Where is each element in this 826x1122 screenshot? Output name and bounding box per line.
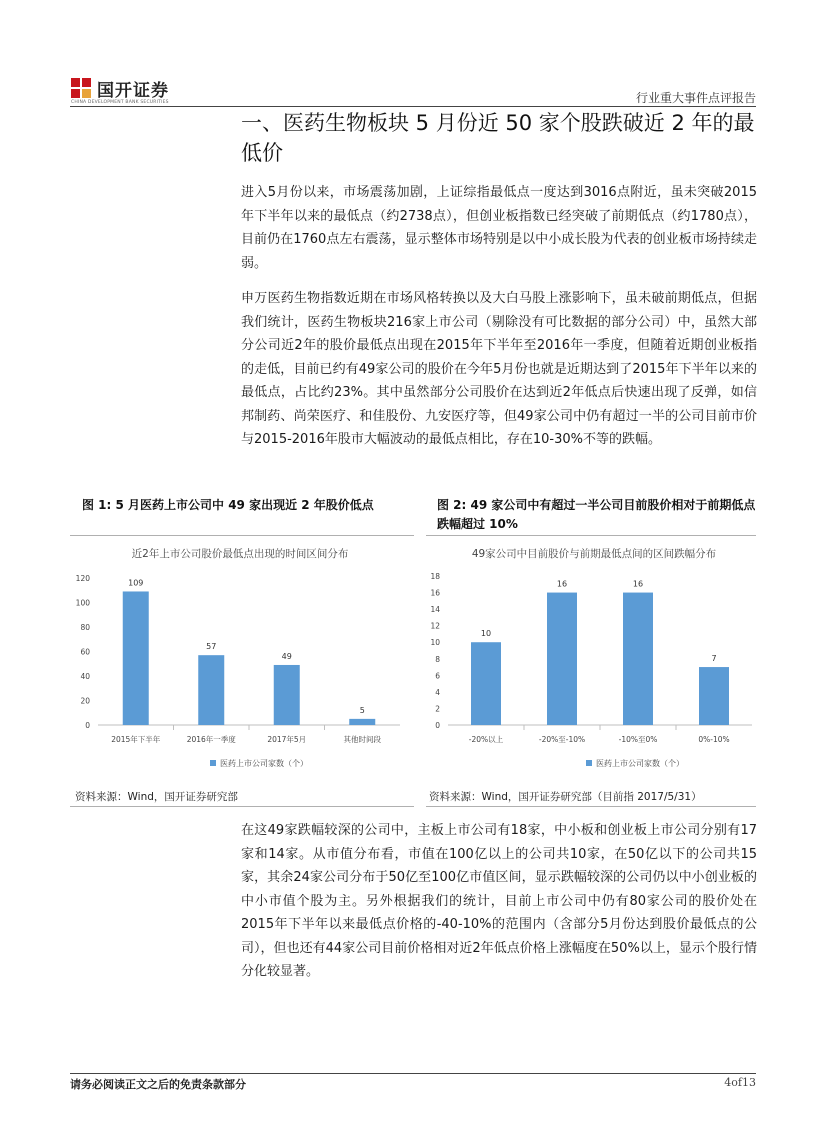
figure-1-bottom-divider [70,806,414,807]
figure-2-chart-svg [426,540,756,786]
chart2-y-tick-label: 10 [430,638,440,648]
chart2-data-label: 7 [711,654,717,664]
chart1-y-tick-label: 80 [80,623,90,632]
chart2-x-tick-label: -20%以上 [468,735,504,744]
paragraph-distribution-analysis: 在这49家跌幅较深的公司中，主板上市公司有18家，中小板和创业板上市公司分别有17家和14家。从市值分布看，市值在100亿以上的公司共10家，在50亿以下的公司共15家，其余24家公司分布于50亿至100亿市值区间，显示跌幅较深的公司仍以中小创业板的中小市值个股为主。另外根据我们的统计，目前上市公司中仍有80家公司的股价处在2015年下半年以来最低点价格的-40-10%的范围内（含部分5月份达到股价最低点的公司），但也还有44家公司目前价格相对近2年低点价格上涨幅度在50%以上，显示个股行情分化较显著。 [241,823,757,979]
chart1-y-tick-label: 0 [85,721,90,730]
chart2-y-tick-label: 6 [435,671,440,681]
chart2-data-label: 16 [632,579,644,589]
chart1-y-tick-label: 20 [80,696,90,706]
chart1-bar [123,591,149,725]
chart2-bar [623,593,653,725]
chart1-y-tick-label: 40 [80,672,90,681]
chart1-bar [274,665,300,725]
chart2-x-tick-label: 0%-10% [698,735,730,744]
footer-divider [70,1073,756,1074]
chart2-y-tick-label: 12 [430,621,440,631]
figure-2-source: 资料来源：Wind，国开证券研究部（目前指 2017/5/31） [429,791,702,803]
figure-1-chart [70,540,414,786]
chart1-data-label: 5 [359,705,365,715]
chart1-y-tick-label: 120 [75,574,90,583]
chart2-y-tick-label: 0 [435,721,440,730]
chart1-x-tick-label: 2016年一季度 [186,735,236,744]
chart2-legend-swatch [586,760,592,766]
header-divider [70,106,756,107]
figure-1-top-divider [70,535,414,536]
chart2-y-tick-label: 18 [430,572,440,581]
chart1-legend-swatch [210,760,216,766]
chart2-bar [471,642,501,725]
chart1-bar [349,719,375,725]
chart2-data-label: 16 [556,579,568,589]
chart2-y-tick-label: 14 [430,605,440,615]
chart2-bar [547,593,577,725]
figure-2-chart [426,540,756,786]
chart1-x-tick-label: 其他时间段 [343,735,381,744]
chart1-x-tick-label: 2017年5月 [267,735,307,744]
chart1-data-label: 57 [206,642,217,652]
chart2-title: 49家公司中目前股价与前期最低点间的区间跌幅分布 [471,548,717,560]
figure-1-caption: 图 1: 5 月医药上市公司中 49 家出现近 2 年股价低点 [82,498,374,512]
chart2-legend-label: 医药上市公司家数（个） [596,759,684,768]
chart2-y-tick-label: 8 [435,654,440,664]
chart1-data-label: 49 [281,651,292,661]
report-type-label: 行业重大事件点评报告 [635,91,756,105]
figure-1-chart-svg [70,540,414,786]
chart1-x-tick-label: 2015年下半年 [111,735,161,744]
figure-2-bottom-divider [426,806,756,807]
paragraph-sector-statistics: 申万医药生物指数近期在市场风格转换以及大白马股上涨影响下，虽未破前期低点，但据我们统计，医药生物板块216家上市公司（剔除没有可比数据的部分公司）中，虽然大部分公司近2年的股价最低点出现在2015年下半年至2016年一季度，但随着近期创业板指的走低，目前已约有49家公司的股价在今年5月份也就是近期达到了2015年下半年以来的最低点，占比约23%。其中虽然部分公司股价在达到近2年低点后快速出现了反弹，如信邦制药、尚荣医疗、和佳股份、九安医疗等，但49家公司中仍有超过一半的公司目前市价与2015-2016年股市大幅波动的最低点相比，存在10-30%不等的跌幅。 [241,291,757,447]
chart2-y-tick-label: 2 [435,704,440,714]
chart2-y-tick-label: 4 [435,687,440,697]
chart2-data-label: 10 [480,629,492,639]
chart1-y-tick-label: 100 [75,598,90,608]
company-logo-icon [71,78,91,98]
figure-1-source: 资料来源：Wind，国开证券研究部 [75,791,238,803]
chart1-bar [198,655,224,725]
chart2-y-tick-label: 16 [430,588,440,598]
page-number: 4of13 [724,1076,756,1089]
chart1-y-tick-label: 60 [80,647,90,657]
company-logo-text: 国开证券 [97,81,169,101]
figure-2-top-divider [426,535,756,536]
paragraph-market-overview: 进入5月份以来，市场震荡加剧，上证综指最低点一度达到3016点附近，虽未突破2015年下半年以来的最低点（约2738点），但创业板指数已经突破了前期低点（约1780点），目前仍在1760点左右震荡，显示整体市场特别是以中小成长股为代表的创业板市场持续走弱。 [241,185,757,271]
chart2-x-tick-label: -20%至-10% [538,735,586,744]
chart2-bar [699,667,729,725]
chart1-data-label: 109 [128,578,144,588]
chart1-legend-label: 医药上市公司家数（个） [220,759,308,768]
footer-disclaimer: 请务必阅读正文之后的免责条款部分 [70,1078,246,1091]
section-title: 一、医药生物板块 5 月份近 50 家个股跌破近 2 年的最低价 [241,111,755,165]
figure-2-caption: 图 2: 49 家公司中有超过一半公司目前股价相对于前期低点跌幅超过 10% [437,498,756,531]
chart2-x-tick-label: -10%至0% [618,735,658,744]
company-logo-subtext: CHINA DEVELOPMENT BANK SECURITIES [71,100,169,105]
chart1-title: 近2年上市公司股价最低点出现的时间区间分布 [131,548,349,560]
